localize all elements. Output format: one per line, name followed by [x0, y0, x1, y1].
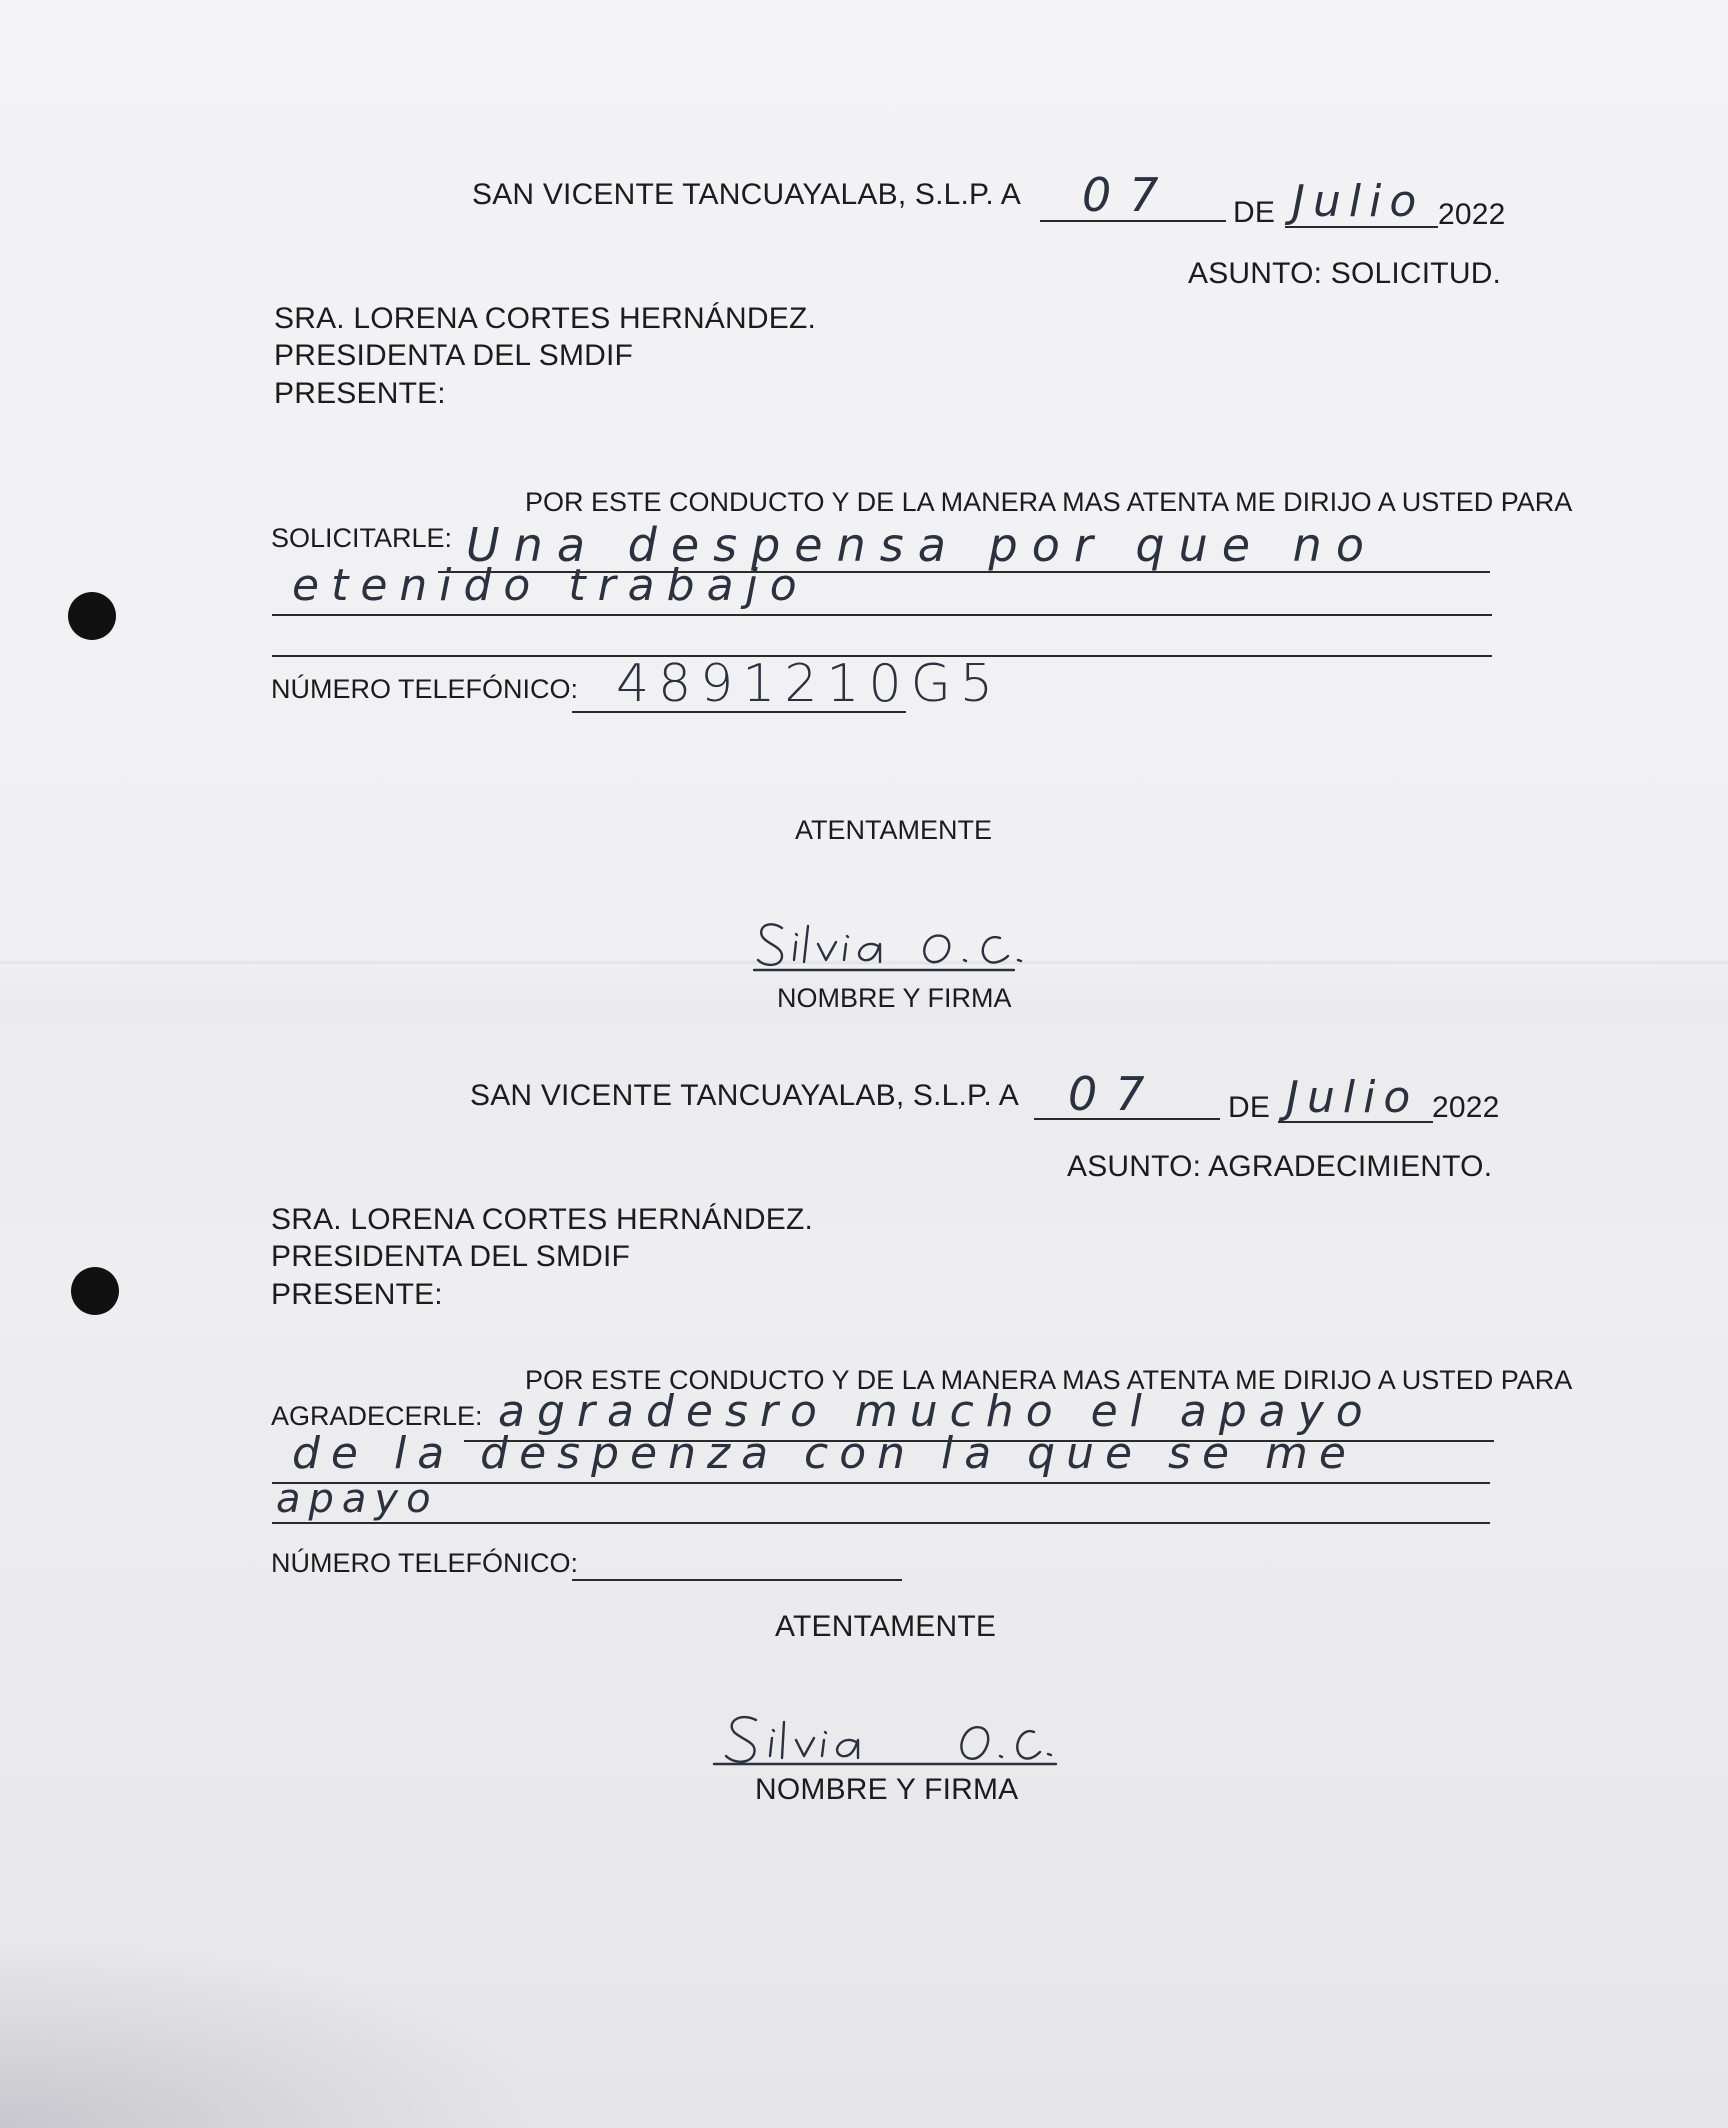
intro-text: POR ESTE CONDUCTO Y DE LA MANERA MAS ATENTA ME DIRIJO A USTED PARA: [525, 487, 1573, 517]
recipient-present: PRESENTE:: [274, 377, 446, 410]
punch-hole-top: [68, 592, 116, 640]
recipient-present: PRESENTE:: [271, 1278, 443, 1311]
handwritten-month: Julio: [1292, 176, 1425, 227]
place-date-prefix: SAN VICENTE TANCUAYALAB, S.L.P. A: [470, 1079, 1020, 1112]
phone-label: NÚMERO TELEFÓNICO:: [271, 674, 579, 704]
date-year: 2022: [1438, 198, 1506, 231]
subject: ASUNTO: SOLICITUD.: [1188, 257, 1502, 290]
photo-shadow: [0, 1940, 560, 2128]
thanks-line-3: [272, 1522, 1490, 1524]
handwritten-day: 07: [1068, 1067, 1163, 1121]
signature-top: [752, 912, 1052, 982]
recipient-title: PRESIDENTA DEL SMDIF: [274, 339, 634, 372]
handwritten-request-line-2: etenido trabajo: [292, 560, 809, 611]
handwritten-request-line-1: Una despensa por que no: [466, 518, 1378, 572]
request-label: SOLICITARLE:: [271, 523, 453, 553]
signature-label: NOMBRE Y FIRMA: [755, 1773, 1019, 1806]
subject: ASUNTO: AGRADECIMIENTO.: [1067, 1150, 1493, 1183]
signature-label: NOMBRE Y FIRMA: [777, 983, 1012, 1013]
date-de: DE: [1228, 1091, 1271, 1124]
thanks-line-2: [272, 1482, 1490, 1484]
punch-hole-bottom: [71, 1267, 119, 1315]
handwritten-thanks-line-1: agradesro mucho el apayo: [498, 1386, 1375, 1437]
closing: ATENTAMENTE: [795, 815, 993, 845]
date-de: DE: [1233, 196, 1276, 229]
handwritten-phone: 4891210G5: [616, 654, 1002, 714]
intro-text: POR ESTE CONDUCTO Y DE LA MANERA MAS ATENTA ME DIRIJO A USTED PARA: [525, 1365, 1573, 1395]
place-date-prefix: SAN VICENTE TANCUAYALAB, S.L.P. A: [472, 178, 1022, 211]
handwritten-day: 07: [1082, 168, 1177, 222]
handwritten-thanks-line-3: apayo: [276, 1476, 439, 1522]
thanks-label: AGRADECERLE:: [271, 1401, 483, 1431]
date-year: 2022: [1432, 1091, 1500, 1124]
recipient-name: SRA. LORENA CORTES HERNÁNDEZ.: [274, 302, 817, 335]
phone-label: NÚMERO TELEFÓNICO:: [271, 1548, 579, 1578]
recipient-name: SRA. LORENA CORTES HERNÁNDEZ.: [271, 1203, 814, 1236]
request-line-2: [272, 614, 1492, 616]
phone-underline: [572, 1579, 902, 1581]
handwritten-thanks-line-2: de la despenza con la que se me: [292, 1428, 1357, 1479]
closing: ATENTAMENTE: [775, 1610, 997, 1643]
handwritten-month: Julio: [1286, 1072, 1419, 1123]
recipient-title: PRESIDENTA DEL SMDIF: [271, 1240, 631, 1273]
